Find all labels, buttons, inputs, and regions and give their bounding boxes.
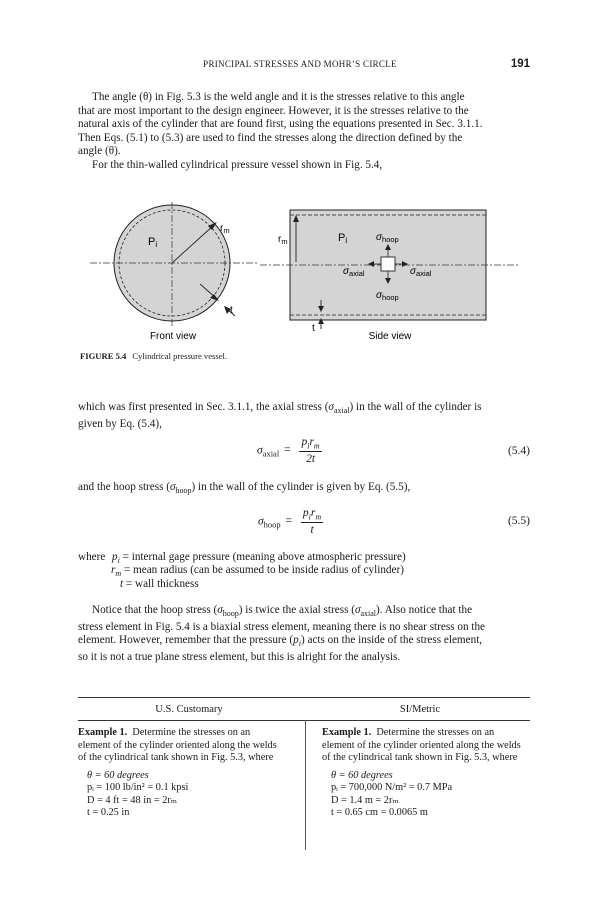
notice-line: element. However, remember that the pressure $(p_i)$ acts on the inside of the stress element, <box>78 634 483 649</box>
axial-stress-label-right: $\sigma_{axial}$ <box>410 266 432 278</box>
running-header-title: PRINCIPAL STRESSES AND MOHR’S CIRCLE <box>203 59 397 69</box>
axial-intro-line: which was first presented in Sec. 3.1.1, the axial stress $(\sigma_{axial})$ in the wall of the cylinder is <box>78 401 482 416</box>
si-example-line: Example 1. Determine the stresses on an <box>322 727 495 738</box>
figure-caption-text: Cylindrical pressure vessel. <box>132 351 228 361</box>
notice-paragraph <box>78 604 530 665</box>
stress-element <box>381 257 395 271</box>
si-metric-heading: SI/Metric <box>399 704 441 715</box>
equation-5-5-number: (5.5) <box>507 515 530 527</box>
us-example-line: element of the cylinder oriented along the welds <box>78 739 277 751</box>
hoop-stress-label-bottom: $\sigma_{hoop}$ <box>376 290 399 302</box>
definition-row: t = wall thickness <box>120 577 199 590</box>
variable-definitions <box>78 551 538 591</box>
front-thickness-label: t <box>230 305 233 316</box>
table-top-rule <box>78 697 530 698</box>
figure-cylinder-diagram <box>80 198 530 348</box>
notice-line: stress element in Fig. 5.4 is a biaxial stress element, meaning there is no shear stress on the <box>78 620 486 633</box>
us-example <box>78 727 298 819</box>
intro-line: that are most important to the design engineer. However, it is the stresses relative to the <box>78 104 469 117</box>
si-value-diameter: D = 1.4 m = 2rₘ <box>331 794 399 806</box>
si-example <box>322 727 530 819</box>
equation-5-4-fraction: $\frac{p_ir_m}{2t}$ <box>301 436 320 466</box>
axial-intro-paragraph <box>78 401 530 431</box>
equation-5-4-number: (5.4) <box>507 445 530 457</box>
side-pressure-label: Pi <box>338 232 348 245</box>
si-value-pressure: pᵢ = 700,000 N/m² = 0.7 MPa <box>331 782 453 794</box>
notice-line: so it is not a true plane stress element, but this is alright for the analysis. <box>78 651 401 664</box>
column-divider <box>305 720 306 850</box>
side-radius-label: $r_m$ <box>278 234 288 246</box>
intro-line: angle (θ). <box>78 145 121 158</box>
us-example-line: of the cylindrical tank shown in Fig. 5.3, where <box>78 752 274 764</box>
us-customary-heading: U.S. Customary <box>155 704 223 715</box>
figure-caption <box>80 351 227 361</box>
front-view-label: Front view <box>149 331 197 342</box>
page-number: 191 <box>510 58 530 70</box>
definition-row: $r_m$ = mean radius (can be assumed to be inside radius of cylinder) <box>111 564 404 579</box>
axial-intro-line-2: given by Eq. (5.4), <box>78 417 162 430</box>
si-value-thickness: t = 0.65 cm = 0.0065 m <box>331 807 428 818</box>
side-view-label: Side view <box>368 331 412 342</box>
si-example-line: of the cylindrical tank shown in Fig. 5.3, where <box>322 752 518 764</box>
hoop-stress-label-top: $\sigma_{hoop}$ <box>376 232 399 244</box>
figure-caption-label: FIGURE 5.4 <box>80 351 127 361</box>
hoop-intro-line: and the hoop stress $(\sigma_{hoop})$ in the wall of the cylinder is given by Eq. (5.5), <box>78 481 411 496</box>
us-example-line: Example 1. Determine the stresses on an <box>78 727 251 738</box>
front-radius-label: $r_m$ <box>220 223 230 235</box>
equation-5-4: $\sigma_{axial}$ = $\frac{p_ir_m}{2t}$ <box>257 436 320 466</box>
side-thickness-label: t <box>312 323 315 334</box>
front-view <box>90 202 258 342</box>
si-example-line: element of the cylinder oriented along the welds <box>322 739 521 751</box>
table-header-rule <box>78 720 530 721</box>
us-value-pressure: pᵢ = 100 lb/in² = 0.1 kpsi <box>87 782 189 794</box>
notice-line: Notice that the hoop stress $(\sigma_{hoop})$ is twice the axial stress $(\sigma_{axial})$. Also notice that the <box>92 604 473 619</box>
definition-row: where $p_i$ = internal gage pressure (meaning above atmospheric pressure) <box>78 551 406 566</box>
us-value-thickness: t = 0.25 in <box>87 807 130 818</box>
equation-5-5-fraction: $\frac{p_ir_m}{t}$ <box>302 507 322 537</box>
intro-paragraph <box>78 91 530 173</box>
intro-line: Then Eqs. (5.1) to (5.3) are used to find the stresses along the direction defined by the <box>78 131 463 144</box>
intro-line: natural axis of the cylinder that are found first, using the equations presented in Sec. 3.1.1. <box>78 118 483 131</box>
us-value-diameter: D = 4 ft = 48 in = 2rₘ <box>87 794 178 806</box>
axial-stress-label-left: $\sigma_{axial}$ <box>343 266 365 278</box>
equation-5-5: $\sigma_{hoop}$ = $\frac{p_ir_m}{t}$ <box>258 507 322 537</box>
si-value-theta: θ = 60 degrees <box>331 769 393 781</box>
intro-line: The angle (θ) in Fig. 5.3 is the weld angle and it is the stresses relative to this angle <box>92 91 465 103</box>
front-pressure-label: Pi <box>148 236 158 249</box>
intro-lead-line: For the thin-walled cylindrical pressure vessel shown in Fig. 5.4, <box>92 158 383 171</box>
side-view <box>260 210 520 342</box>
us-value-theta: θ = 60 degrees <box>87 769 149 781</box>
